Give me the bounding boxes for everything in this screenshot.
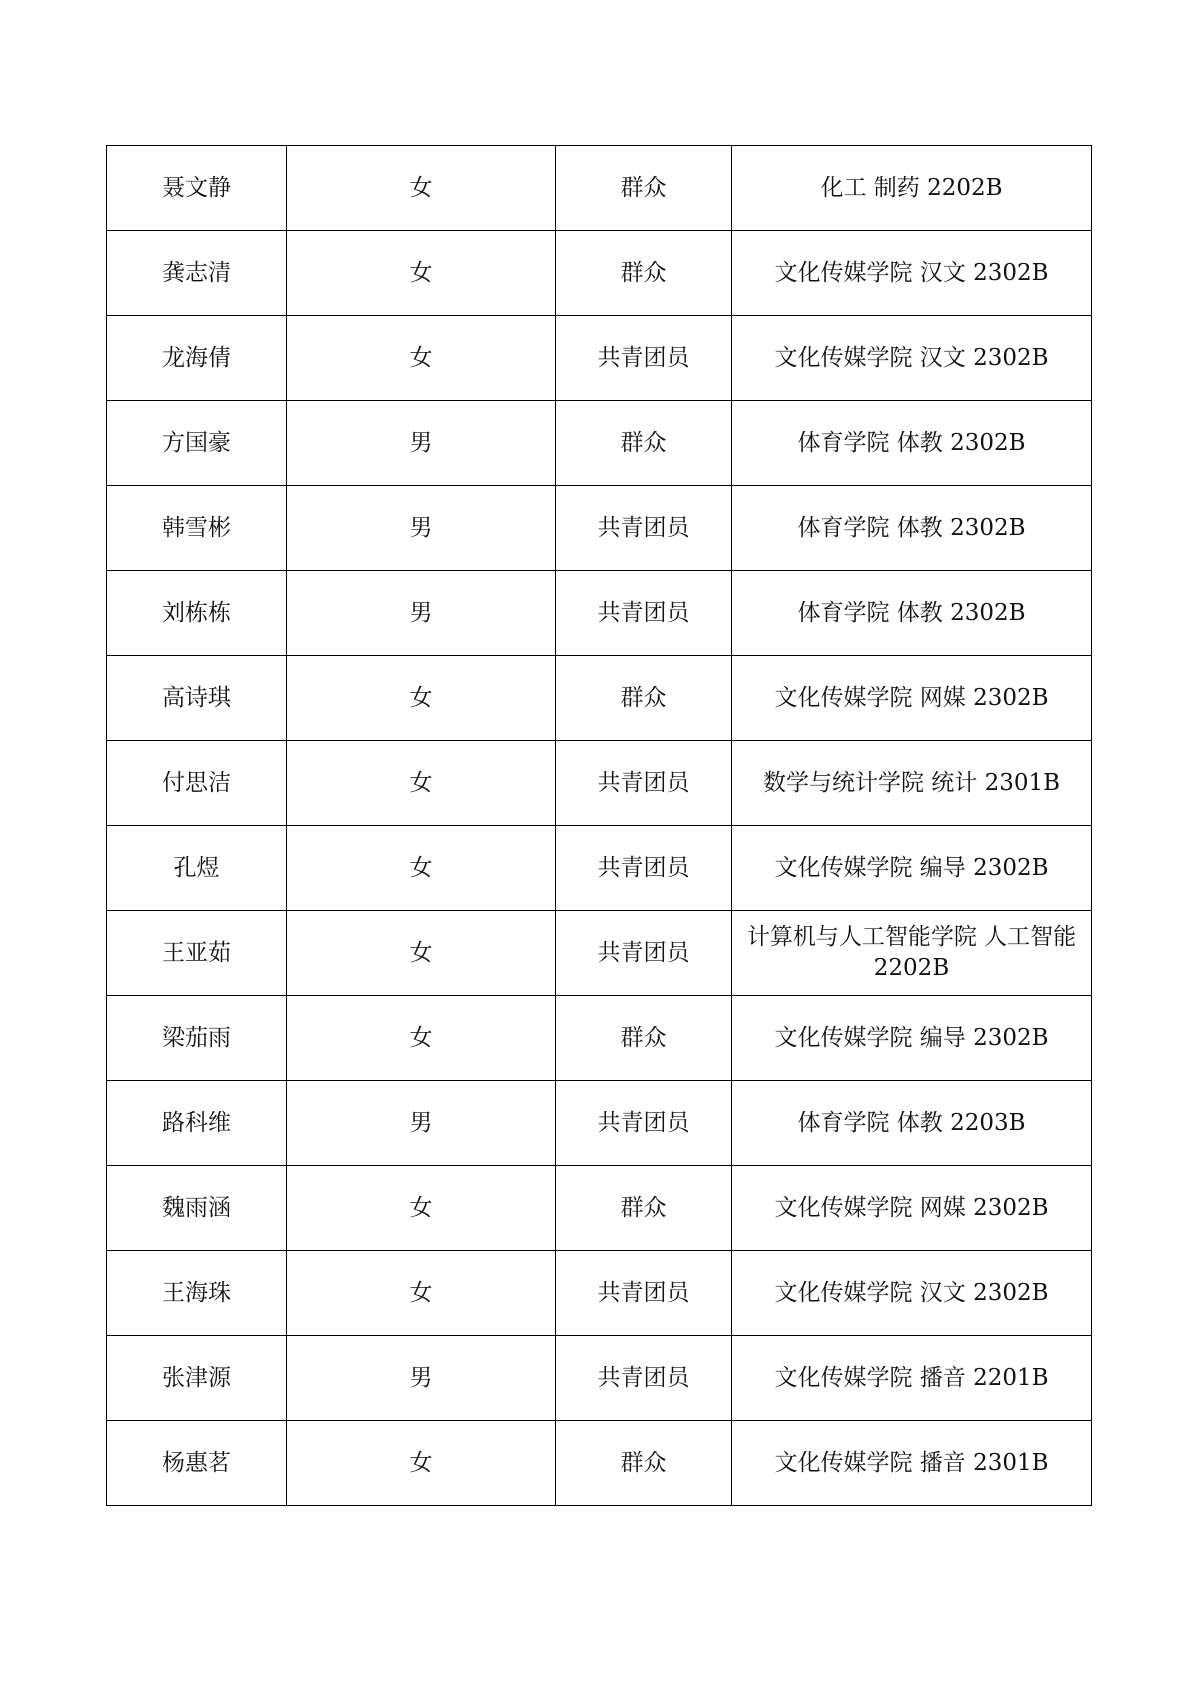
table-row	[107, 911, 1092, 996]
roster-table-body	[107, 146, 1092, 1506]
name-cell: 梁茄雨	[107, 996, 287, 1081]
political-status-cell: 群众	[556, 1166, 732, 1251]
political-status-cell: 共青团员	[556, 571, 732, 656]
table-row	[107, 1421, 1092, 1506]
gender-cell: 男	[287, 486, 556, 571]
name-cell: 杨惠茗	[107, 1421, 287, 1506]
table-row	[107, 1336, 1092, 1421]
table-row	[107, 826, 1092, 911]
gender-cell: 女	[287, 1251, 556, 1336]
roster-table	[106, 145, 1092, 1506]
class-cell: 计算机与人工智能学院 人工智能 2202B	[732, 911, 1092, 996]
political-status-cell: 共青团员	[556, 826, 732, 911]
table-row	[107, 656, 1092, 741]
political-status-cell: 群众	[556, 996, 732, 1081]
name-cell: 高诗琪	[107, 656, 287, 741]
name-cell: 魏雨涵	[107, 1166, 287, 1251]
gender-cell: 男	[287, 401, 556, 486]
gender-cell: 女	[287, 911, 556, 996]
gender-cell: 女	[287, 1421, 556, 1506]
class-cell: 文化传媒学院 网媒 2302B	[732, 656, 1092, 741]
class-cell: 体育学院 体教 2203B	[732, 1081, 1092, 1166]
political-status-cell: 共青团员	[556, 911, 732, 996]
class-cell: 体育学院 体教 2302B	[732, 401, 1092, 486]
table-row	[107, 996, 1092, 1081]
table-row	[107, 1166, 1092, 1251]
gender-cell: 男	[287, 1081, 556, 1166]
name-cell: 张津源	[107, 1336, 287, 1421]
table-row	[107, 316, 1092, 401]
class-cell: 文化传媒学院 编导 2302B	[732, 826, 1092, 911]
political-status-cell: 共青团员	[556, 1251, 732, 1336]
table-row	[107, 1251, 1092, 1336]
political-status-cell: 群众	[556, 1421, 732, 1506]
gender-cell: 女	[287, 231, 556, 316]
gender-cell: 女	[287, 741, 556, 826]
name-cell: 韩雪彬	[107, 486, 287, 571]
gender-cell: 女	[287, 146, 556, 231]
table-row	[107, 571, 1092, 656]
gender-cell: 女	[287, 656, 556, 741]
table-row	[107, 146, 1092, 231]
gender-cell: 男	[287, 1336, 556, 1421]
political-status-cell: 群众	[556, 656, 732, 741]
table-row	[107, 231, 1092, 316]
class-cell: 文化传媒学院 汉文 2302B	[732, 1251, 1092, 1336]
class-cell: 文化传媒学院 汉文 2302B	[732, 316, 1092, 401]
gender-cell: 女	[287, 1166, 556, 1251]
political-status-cell: 群众	[556, 231, 732, 316]
name-cell: 龙海倩	[107, 316, 287, 401]
class-cell: 体育学院 体教 2302B	[732, 486, 1092, 571]
class-cell: 文化传媒学院 网媒 2302B	[732, 1166, 1092, 1251]
gender-cell: 女	[287, 826, 556, 911]
gender-cell: 女	[287, 316, 556, 401]
name-cell: 王亚茹	[107, 911, 287, 996]
name-cell: 方国豪	[107, 401, 287, 486]
name-cell: 付思洁	[107, 741, 287, 826]
name-cell: 聂文静	[107, 146, 287, 231]
political-status-cell: 共青团员	[556, 741, 732, 826]
gender-cell: 女	[287, 996, 556, 1081]
class-cell: 体育学院 体教 2302B	[732, 571, 1092, 656]
name-cell: 王海珠	[107, 1251, 287, 1336]
class-cell: 文化传媒学院 播音 2201B	[732, 1336, 1092, 1421]
political-status-cell: 群众	[556, 401, 732, 486]
class-cell: 文化传媒学院 汉文 2302B	[732, 231, 1092, 316]
political-status-cell: 群众	[556, 146, 732, 231]
table-row	[107, 401, 1092, 486]
table-row	[107, 486, 1092, 571]
political-status-cell: 共青团员	[556, 1336, 732, 1421]
political-status-cell: 共青团员	[556, 486, 732, 571]
name-cell: 路科维	[107, 1081, 287, 1166]
political-status-cell: 共青团员	[556, 316, 732, 401]
class-cell: 数学与统计学院 统计 2301B	[732, 741, 1092, 826]
class-cell: 文化传媒学院 编导 2302B	[732, 996, 1092, 1081]
table-row	[107, 741, 1092, 826]
name-cell: 龚志清	[107, 231, 287, 316]
gender-cell: 男	[287, 571, 556, 656]
table-row	[107, 1081, 1092, 1166]
class-cell: 文化传媒学院 播音 2301B	[732, 1421, 1092, 1506]
name-cell: 刘栋栋	[107, 571, 287, 656]
name-cell: 孔煜	[107, 826, 287, 911]
political-status-cell: 共青团员	[556, 1081, 732, 1166]
class-cell: 化工 制药 2202B	[732, 146, 1092, 231]
